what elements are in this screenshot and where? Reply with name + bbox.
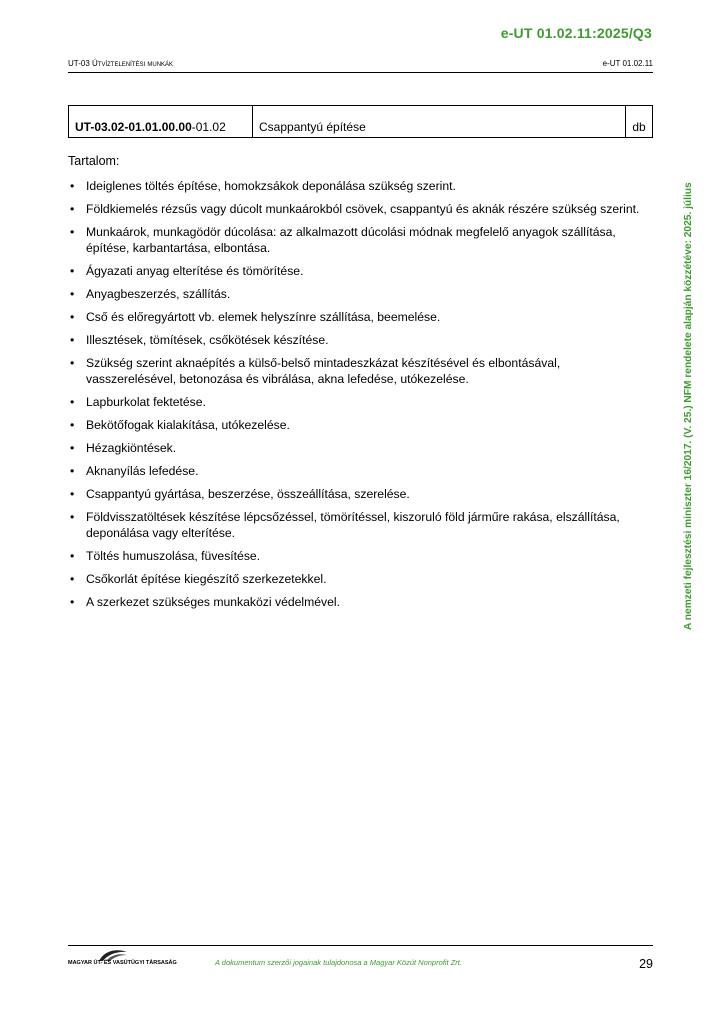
- item-unit-cell: db: [632, 120, 646, 134]
- bullet-icon: •: [70, 202, 75, 217]
- bullet-icon: •: [70, 179, 75, 193]
- item-code-main: UT-03.02-01.01.00.00: [75, 120, 192, 134]
- document-code: e-UT 01.02.11:2025/Q3: [500, 25, 652, 41]
- item-code-suffix: -01.02: [191, 120, 226, 134]
- list-item: [68, 287, 653, 303]
- footer-copyright: A dokumentum szerzői jogainak tulajdonosa a Magyar Közút Nonprofit Zrt.: [215, 958, 462, 967]
- header-section-title: [68, 59, 173, 68]
- content-bullet-list: [68, 179, 653, 618]
- bullet-icon: •: [70, 595, 75, 609]
- bullet-icon: •: [70, 487, 75, 502]
- list-item: [68, 418, 653, 434]
- page-number: 29: [639, 957, 653, 971]
- footer-divider: [68, 945, 653, 946]
- item-table: [68, 105, 653, 138]
- list-item-text: Lapburkolat fektetése.: [86, 394, 206, 409]
- list-item: [68, 487, 653, 503]
- list-item-text: Töltés humuszolása, füvesítése.: [86, 548, 261, 563]
- publication-side-note: A nemzeti fejlesztési miniszter 16/2017. (V. 25.) NFM rendelete alapján közzétéve: 2025. július: [683, 182, 694, 630]
- logo-text: MAGYAR ÚT- ÉS VASÚTÜGYI TÁRSASÁG: [68, 960, 177, 966]
- list-item-text: Földvisszatöltések készítése lépcsőzéssel, tömörítéssel, kiszoruló föld járműre rakása, elszállítása, deponálása vagy elterítése.: [86, 510, 620, 540]
- list-item-text: Cső és előregyártott vb. elemek helyszínre szállítása, beemelése.: [86, 309, 441, 324]
- bullet-icon: •: [70, 571, 75, 586]
- bullet-icon: •: [70, 356, 75, 371]
- bullet-icon: •: [70, 464, 75, 479]
- bullet-icon: •: [70, 333, 75, 348]
- bullet-icon: •: [70, 286, 75, 301]
- list-item: [68, 310, 653, 326]
- list-item: [68, 264, 653, 280]
- bullet-icon: •: [70, 440, 75, 455]
- header-doc-ref: e-UT 01.02.11: [602, 59, 653, 68]
- list-item-text: Ágyazati anyag elterítése és tömörítése.: [86, 263, 304, 278]
- running-header: [68, 59, 653, 73]
- bullet-icon: •: [70, 225, 75, 240]
- list-item: [68, 441, 653, 457]
- list-item-text: Hézagkiöntések.: [86, 440, 177, 455]
- list-item-text: Illesztések, tömítések, csőkötések készítése.: [86, 333, 329, 348]
- list-item-text: A szerkezet szükséges munkaközi védelmével.: [86, 595, 341, 609]
- list-item: [68, 464, 653, 480]
- list-item-text: Földkiemelés rézsűs vagy dúcolt munkaárokból csövek, csappantyú és aknák részére szükség szerint.: [86, 202, 640, 217]
- list-item-text: Munkaárok, munkagödör dúcolása: az alkalmazott dúcolási módnak megfelelő anyagok szállítása, építése, karbantartása, elbontása.: [86, 225, 616, 255]
- header-section-name: Útvíztelenítési munkák: [92, 59, 174, 68]
- list-item-text: Csőkorlát építése kiegészítő szerkezetekkel.: [86, 571, 327, 586]
- footer-logo: [68, 948, 177, 970]
- bullet-icon: •: [70, 417, 75, 432]
- list-item: [68, 225, 653, 256]
- content-heading: Tartalom:: [68, 154, 120, 168]
- list-item-text: Szükség szerint aknaépítés a külső-belső mintadeszkázat készítésével és elbontásával, vasszerelésével, betonozása és vibrálása, akna lefedése, utókezelése.: [86, 356, 561, 386]
- list-item-text: Ideiglenes töltés építése, homokzsákok deponálása szükség szerint.: [86, 179, 456, 193]
- bullet-icon: •: [70, 309, 75, 324]
- list-item: [68, 510, 653, 541]
- item-name-cell: Csappantyú építése: [253, 106, 626, 137]
- list-item: [68, 356, 653, 387]
- list-item: [68, 395, 653, 411]
- list-item: [68, 179, 653, 195]
- list-item-text: Anyagbeszerzés, szállítás.: [86, 286, 231, 301]
- list-item: [68, 333, 653, 349]
- list-item: [68, 202, 653, 218]
- list-item: [68, 572, 653, 588]
- bullet-icon: •: [70, 548, 75, 563]
- bullet-icon: •: [70, 394, 75, 409]
- header-section-code: UT-03: [68, 59, 90, 68]
- list-item: [68, 549, 653, 565]
- item-code-cell: [69, 106, 253, 137]
- bullet-icon: •: [70, 263, 75, 278]
- list-item-text: Aknanyílás lefedése.: [86, 464, 199, 479]
- list-item-text: Bekötőfogak kialakítása, utókezelése.: [86, 417, 290, 432]
- list-item-text: Csappantyú gyártása, beszerzése, összeállítása, szerelése.: [86, 487, 410, 502]
- bullet-icon: •: [70, 510, 75, 525]
- list-item: [68, 595, 653, 611]
